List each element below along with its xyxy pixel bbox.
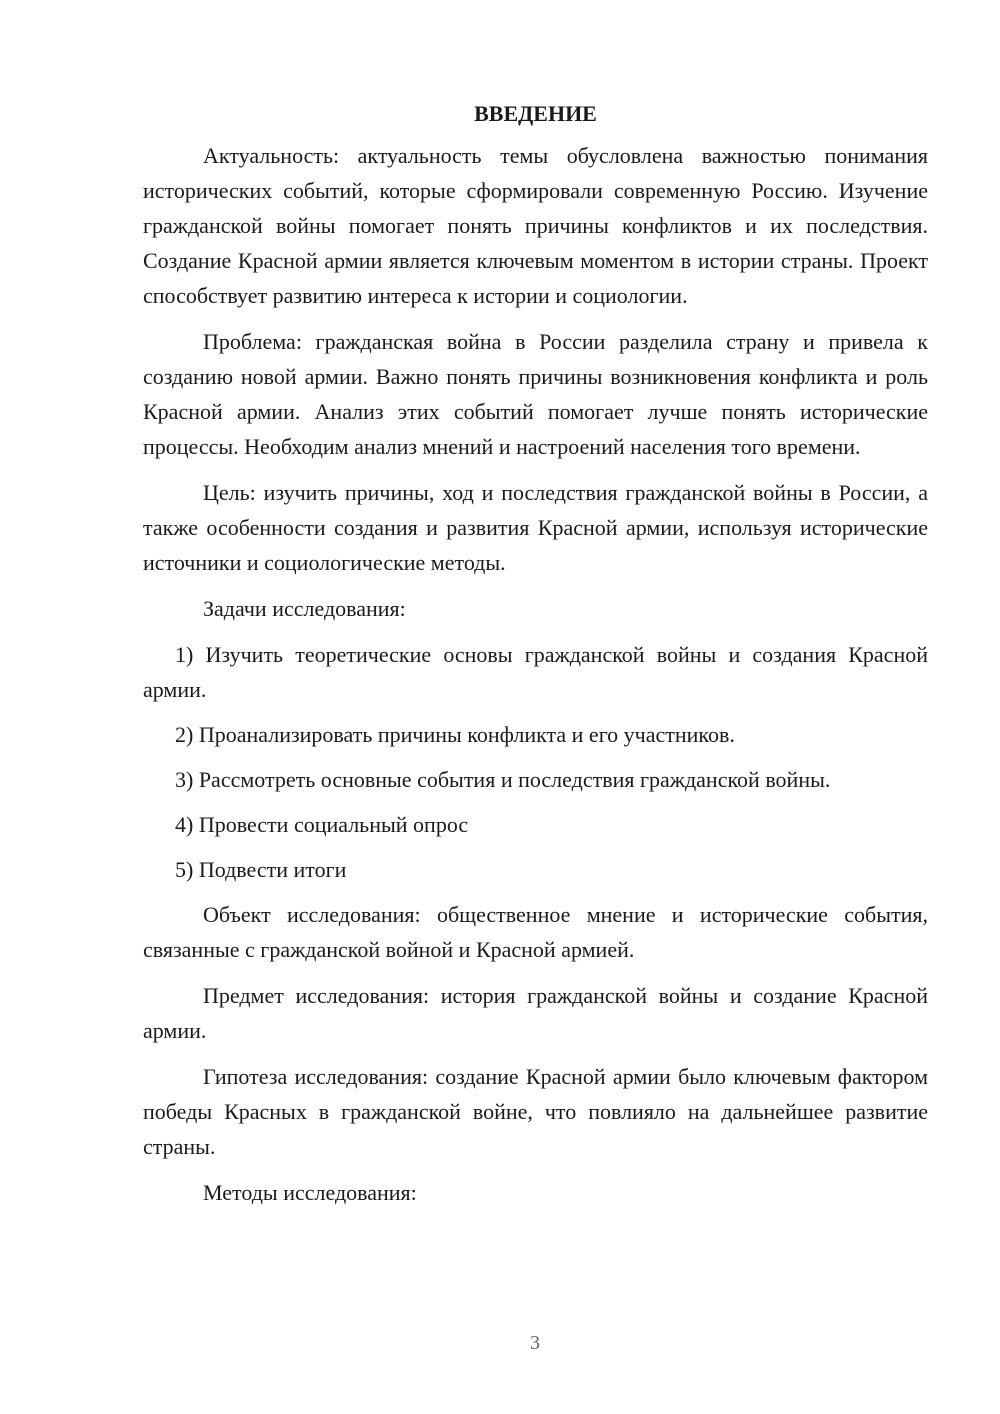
paragraph-tasks-heading: Задачи исследования: bbox=[203, 596, 406, 621]
paragraph-subject: Предмет исследования: история гражданской войны и создание Красной армии. bbox=[143, 983, 928, 1043]
list-item: 3) Рассмотреть основные события и последствия гражданской войны. bbox=[175, 767, 831, 792]
paragraph-problem: Проблема: гражданская война в России разделила страну и привела к созданию новой армии. Важно понять причины возникновения конфликта и роль Красной армии. Анализ этих событий помогает лучше понять исторические процессы. Необходим анализ мнений и настроений населения того времени. bbox=[143, 329, 928, 459]
paragraph-object: Объект исследования: общественное мнение и исторические события, связанные с гражданской войной и Красной армией. bbox=[143, 902, 928, 962]
page-content bbox=[143, 96, 928, 1221]
page-title: ВВЕДЕНИЕ bbox=[474, 101, 597, 126]
paragraph-methods: Методы исследования: bbox=[203, 1180, 417, 1205]
list-item: 4) Провести социальный опрос bbox=[175, 812, 469, 837]
list-item: 5) Подвести итоги bbox=[175, 857, 347, 882]
tasks-list bbox=[143, 637, 928, 887]
page-number: 3 bbox=[530, 1332, 540, 1354]
list-item: 1) Изучить теоретические основы гражданской войны и создания Красной армии. bbox=[143, 642, 928, 702]
paragraph-goal: Цель: изучить причины, ход и последствия гражданской войны в России, а также особенности создания и развития Красной армии, используя исторические источники и социологические методы. bbox=[143, 480, 928, 575]
paragraph-relevance: Актуальность: актуальность темы обусловлена важностью понимания исторических событий, которые сформировали современную Россию. Изучение гражданской войны помогает понять причины конфликтов и их последствия. Создание Красной армии является ключевым моментом в истории страны. Проект способствует развитию интереса к истории и социологии. bbox=[143, 143, 928, 308]
paragraph-hypothesis: Гипотеза исследования: создание Красной армии было ключевым фактором победы Красных в гражданской войне, что повлияло на дальнейшее развитие страны. bbox=[143, 1064, 928, 1159]
list-item: 2) Проанализировать причины конфликта и его участников. bbox=[175, 722, 735, 747]
